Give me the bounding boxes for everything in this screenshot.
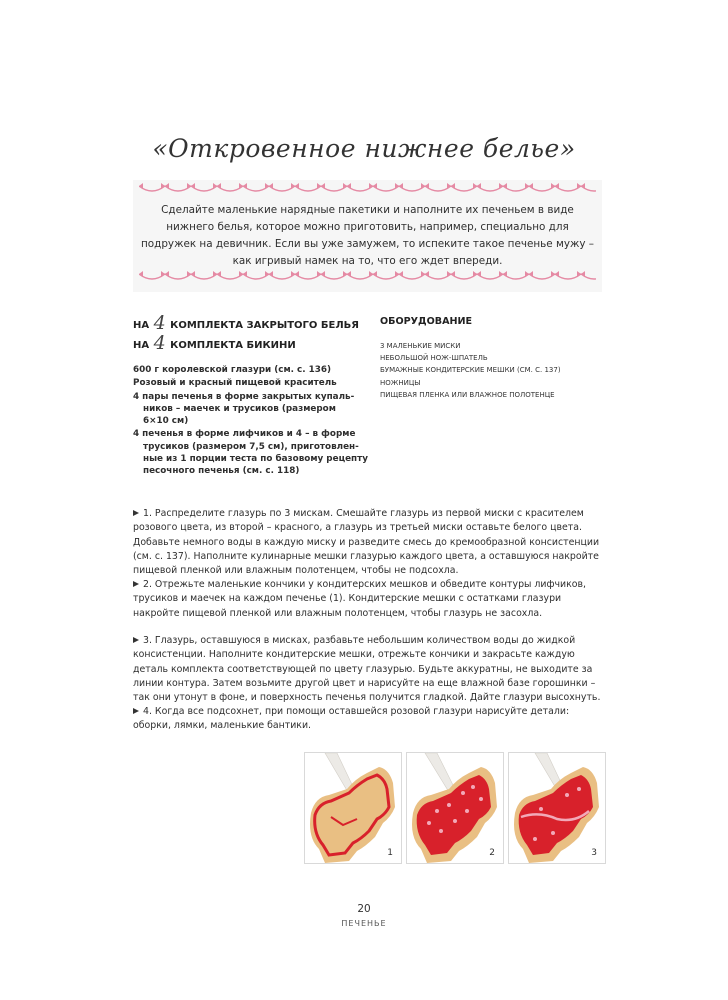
intro-box — [133, 180, 602, 292]
photo-step-2 — [406, 752, 504, 864]
equipment-item: НЕБОЛЬШОЙ НОЖ-ШПАТЕЛЬ — [380, 354, 488, 363]
equipment-list — [380, 340, 610, 401]
bullet-arrow-icon — [133, 637, 139, 643]
ingredients-list — [133, 364, 373, 479]
ingredient-item: 4 пары печенья в форме закрытых купаль- ников – маечек и трусиков (размером 6×10 см) — [133, 391, 355, 427]
cookie-flooded-photo-icon — [407, 753, 503, 863]
ingredient-item: Розовый и красный пищевой краситель — [133, 378, 337, 389]
yield-line-closed-set: НА 4 КОМПЛЕКТА ЗАКРЫТОГО БЕЛЬЯ — [133, 312, 359, 334]
recipe-title: «Откровенное нижнее белье» — [152, 134, 576, 163]
page-number: 20 — [357, 903, 371, 915]
yield-number: 4 — [153, 332, 166, 354]
intro-text: Сделайте маленькие нарядные пакетики и наполните их печеньем в виде нижнего белья, которое можно приготовить, например, специально для подружек на девичник. Если вы уже замужем, то испеките такое печенье мужу – как игривый намек на то, что его ждет впереди. — [141, 204, 595, 267]
equipment-item: БУМАЖНЫЕ КОНДИТЕРСКИЕ МЕШКИ (СМ. С. 137) — [380, 366, 561, 375]
photo-label: 3 — [591, 848, 597, 858]
photo-label: 1 — [387, 848, 393, 858]
equipment-item: НОЖНИЦЫ — [380, 378, 421, 387]
ingredient-item: 4 печенья в форме лифчиков и 4 – в форме трусиков (размером 7,5 см), приготовлен- ные из 1 порции теста по базовому рецепту песочного печенья (см. с. 118) — [133, 429, 368, 477]
equipment-item: ПИЩЕВАЯ ПЛЕНКА ИЛИ ВЛАЖНОЕ ПОЛОТЕНЦЕ — [380, 390, 555, 399]
yield-number: 4 — [153, 312, 166, 334]
equipment-heading: ОБОРУДОВАНИЕ — [380, 316, 473, 327]
photo-step-1 — [304, 752, 402, 864]
bullet-arrow-icon — [133, 510, 139, 516]
step-1: 1. Распределите глазурь по 3 мискам. Смешайте глазурь из первой миски с красителем розового цвета, из второй – красного, а глазурь из третьей миски оставьте белого цвета. Добавьте немного воды в каждую миску и разведите смесь до кремообразной консистенции (см. с. 137). Наполните кулинарные мешки глазурью каждого цвета, а оставшуюся накройте пищевой пленкой или влажным полотенцем, чтобы не подсохла. — [133, 508, 600, 577]
step-2: 2. Отрежьте маленькие кончики у кондитерских мешков и обведите контуры лифчиков, трусиков и маечек на каждом печенье (1). Кондитерские мешки с остатками глазури накройте пищевой пленкой или влажным полотенцем, чтобы глазурь не засохла. — [133, 579, 587, 619]
cookie-outline-photo-icon — [305, 753, 401, 863]
ingredient-item: 600 г королевской глазури (см. с. 136) — [133, 365, 332, 375]
photo-label: 2 — [489, 848, 495, 858]
section-name: ПЕЧЕНЬЕ — [341, 919, 387, 928]
bullet-arrow-icon — [133, 581, 139, 587]
equipment-item: 3 МАЛЕНЬКИЕ МИСКИ — [380, 342, 461, 350]
yield-line-bikini: НА 4 КОМПЛЕКТА БИКИНИ — [133, 332, 296, 354]
bullet-arrow-icon — [133, 708, 139, 714]
photo-step-3 — [508, 752, 606, 864]
ribbon-decoration-top — [139, 181, 596, 197]
ribbon-decoration-bottom — [139, 269, 596, 285]
cookie-decorated-photo-icon — [509, 753, 605, 863]
step-3: 3. Глазурь, оставшуюся в мисках, разбавьте небольшим количеством воды до жидкой консистенции. Наполните кондитерские мешки, отрежьте кончики и закрасьте каждую деталь комплекта соответствующей по цвету глазурью. Будьте аккуратны, не выходите за линии контура. Затем возьмите другой цвет и нарисуйте на еще влажной базе горошинки – так они утонут в фоне, и поверхность печенья получится гладкой. Дайте глазури высохнуть. — [133, 635, 601, 704]
step-4: 4. Когда все подсохнет, при помощи оставшейся розовой глазури нарисуйте детали: оборки, лямки, маленькие бантики. — [133, 706, 570, 732]
